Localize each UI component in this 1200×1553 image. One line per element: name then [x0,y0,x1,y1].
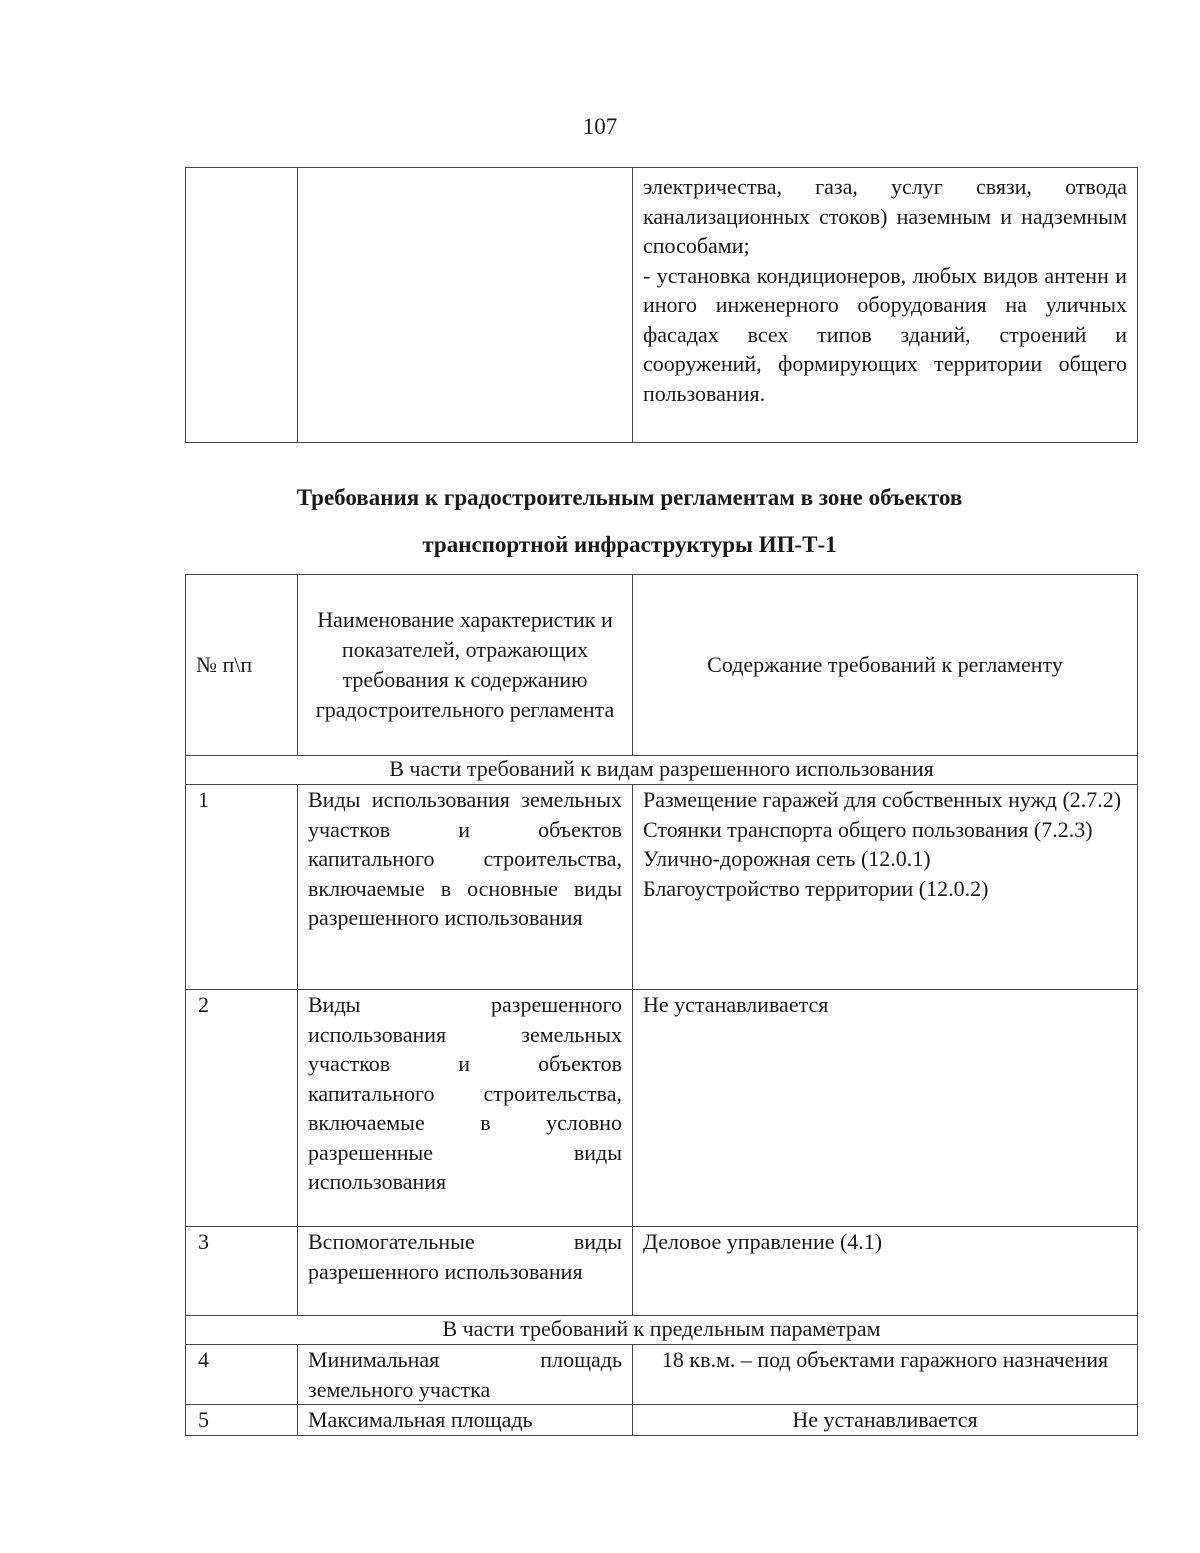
table-header-row [186,575,1138,756]
continuation-row [186,168,1138,443]
row-name: Минимальная площадь земельного участка [298,1345,633,1405]
table-row [186,1405,1138,1436]
row-num: 2 [186,990,298,1227]
section-heading-line-1: Требования к градостроительным регламентам в зоне объектов [296,485,963,510]
row-content: Деловое управление (4.1) [633,1227,1138,1316]
section-row-2 [186,1316,1138,1345]
continuation-text-cell [633,168,1138,443]
header-name: Наименование характеристик и показателей, отражающих требования к содержанию градостроительного регламента [298,575,633,756]
continuation-text: электричества, газа, услуг связи, отвода канализационных стоков) наземным и надземным способами; [643,174,1127,258]
header-content: Содержание требований к регламенту [633,575,1138,756]
row-name: Виды использования земельных участков и объектов капитального строительства, включаемые в основные виды разрешенного использования [298,785,633,990]
header-num: № п\п [186,575,298,756]
section-title-1: В части требований к видам разрешенного использования [186,756,1138,785]
row-content [633,785,1138,990]
row-name: Вспомогательные виды разрешенного использования [298,1227,633,1316]
section-row-1 [186,756,1138,785]
section-title-2: В части требований к предельным параметрам [186,1316,1138,1345]
table-row [186,990,1138,1227]
continuation-table [185,167,1138,443]
content-line: Улично-дорожная сеть (12.0.1) [643,846,931,871]
empty-cell [186,168,298,443]
row-name: Виды разрешенного использования земельных участков и объектов капитального строительства, включаемые в условно разрешенные виды использования [298,990,633,1227]
table-row [186,1227,1138,1316]
content-line: Размещение гаражей для собственных нужд (2.7.2) [643,787,1122,812]
table-row [186,1345,1138,1405]
content-line: Стоянки транспорта общего пользования (7.2.3) [643,816,1093,842]
row-num: 1 [186,785,298,990]
row-name: Максимальная площадь [298,1405,633,1436]
requirements-table [185,574,1138,1436]
continuation-text-2: - установка кондиционеров, любых видов антенн и иного инженерного оборудования на уличных фасадах всех типов зданий, строений и сооружений, формирующих территории общего пользования. [643,262,1127,406]
row-num: 3 [186,1227,298,1316]
row-num: 4 [186,1345,298,1405]
row-num: 5 [186,1405,298,1436]
row-content: Не устанавливается [633,990,1138,1227]
page-number: 107 [582,114,618,139]
row-content: 18 кв.м. – под объектами гаражного назначения [633,1345,1138,1405]
content-line: Благоустройство территории (12.0.2) [643,875,989,901]
empty-cell [298,168,633,443]
row-content: Не устанавливается [633,1405,1138,1436]
table-row [186,785,1138,990]
section-heading-line-2: транспортной инфраструктуры ИП-Т-1 [422,532,837,557]
